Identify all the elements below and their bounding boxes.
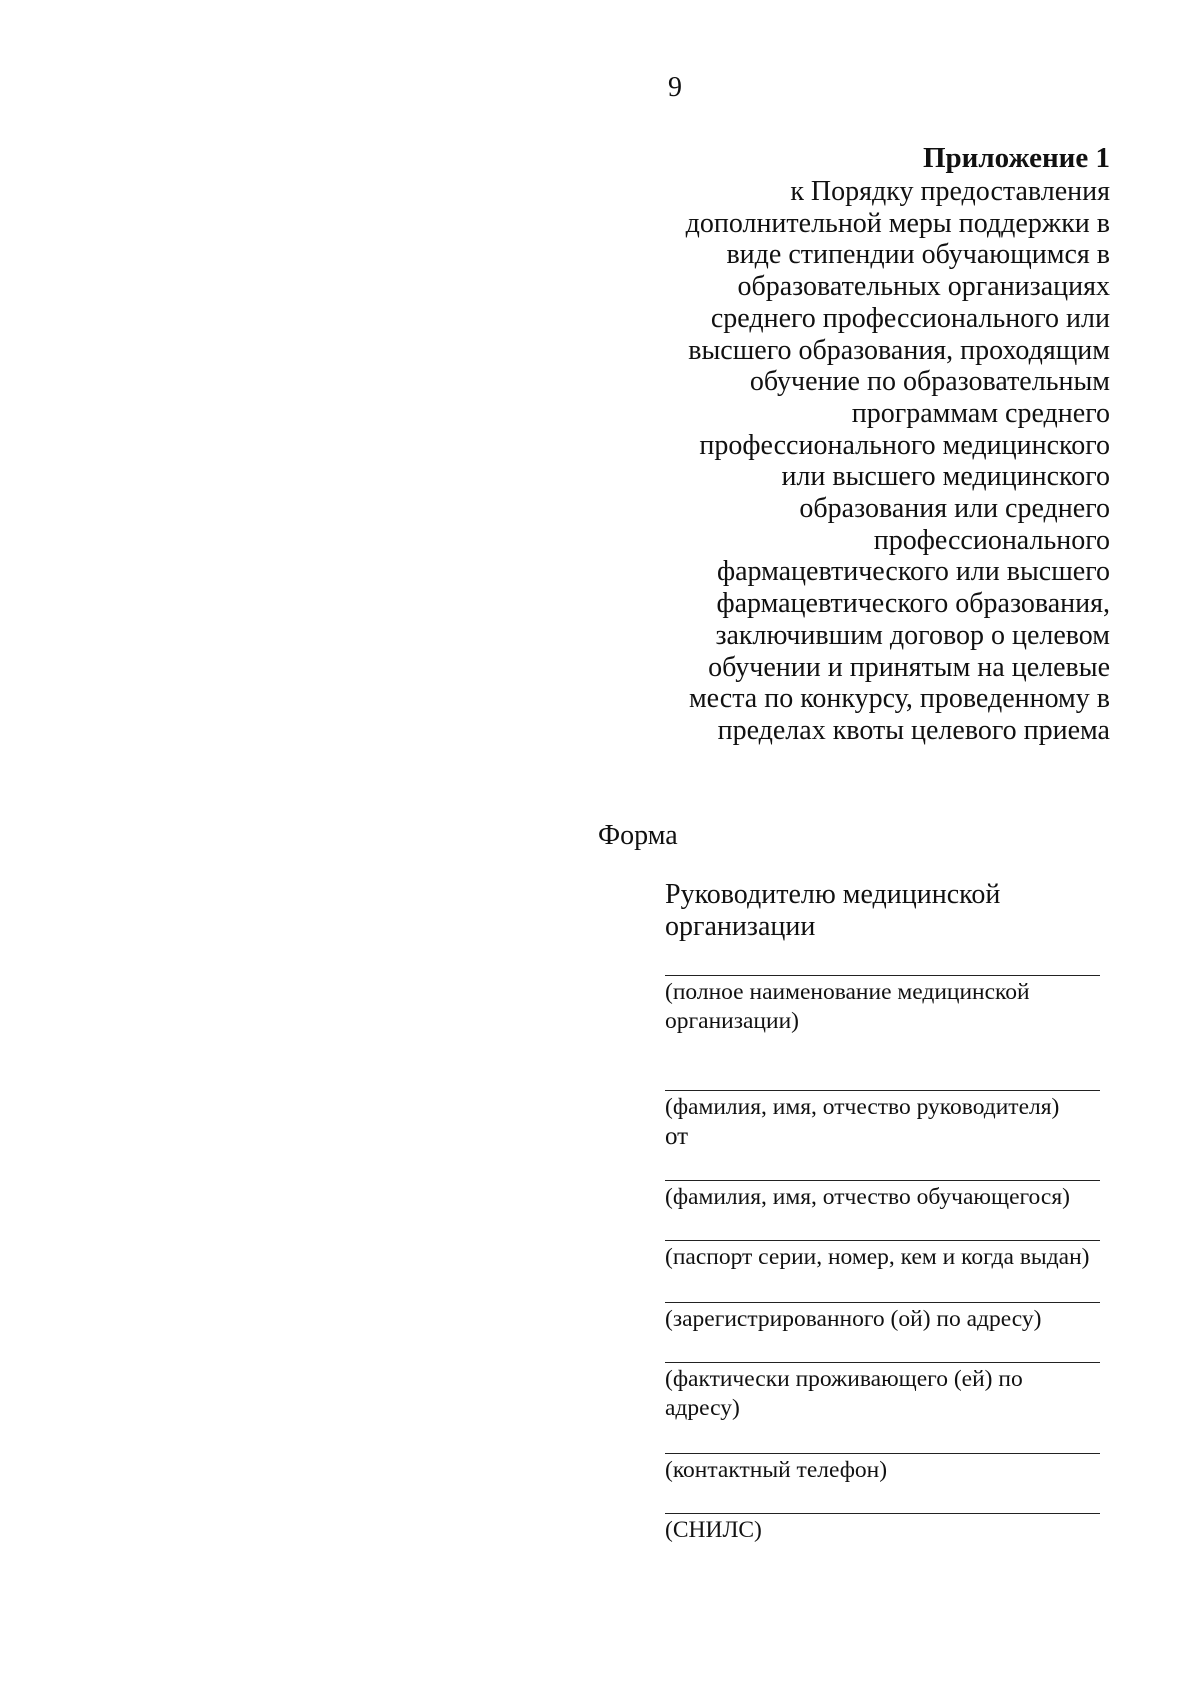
appendix-line: обучении и принятым на целевые [708,651,1110,683]
page-number: 9 [668,72,682,103]
appendix-line: места по конкурсу, проведенному в [688,683,1110,715]
form-label: Форма [598,820,678,851]
student-name-line[interactable] [665,1180,1100,1181]
appendix-line: образования или среднего [799,493,1110,525]
head-name-caption: (фамилия, имя, отчество руководителя) [665,1094,1060,1120]
snils-line[interactable] [665,1513,1100,1514]
appendix-line: высшего образования, проходящим [688,334,1110,366]
phone-line[interactable] [665,1453,1100,1454]
appendix-line: или высшего медицинского [781,461,1110,493]
snils-caption: (СНИЛС) [665,1517,762,1543]
appendix-line: программам среднего [851,397,1110,429]
appendix-header [600,141,1110,747]
appendix-line: пределах квоты целевого приема [717,714,1110,746]
appendix-line: фармацевтического образования, [716,588,1110,620]
organization-name-caption: (полное наименование медицинской организации) [665,979,1030,1034]
appendix-description [600,176,1110,747]
from-label: от [665,1123,689,1150]
actual-address-caption: (фактически проживающего (ей) по адресу) [665,1366,1023,1421]
phone-caption: (контактный телефон) [665,1457,888,1483]
organization-name-line[interactable] [665,975,1100,976]
actual-address-line[interactable] [665,1362,1100,1363]
registration-address-line[interactable] [665,1302,1100,1303]
registration-address-caption: (зарегистрированного (ой) по адресу) [665,1306,1042,1332]
head-name-line[interactable] [665,1090,1100,1091]
appendix-line: образовательных организациях [737,271,1110,303]
appendix-line: фармацевтического или высшего [716,556,1110,588]
passport-caption: (паспорт серии, номер, кем и когда выдан) [665,1244,1090,1270]
passport-line[interactable] [665,1240,1100,1241]
appendix-line: среднего профессионального или [710,302,1110,334]
appendix-line: к Порядку предоставления [790,176,1110,207]
appendix-line: профессионального медицинского [699,429,1110,461]
appendix-line: дополнительной меры поддержки в [685,207,1110,239]
appendix-title: Приложение 1 [923,142,1110,174]
appendix-line: заключившим договор о целевом [715,619,1110,651]
appendix-line: виде стипендии обучающимся в [726,239,1110,271]
addressee [665,879,1000,943]
addressee-line: организации [665,911,816,942]
appendix-line: профессионального [873,524,1110,556]
student-name-caption: (фамилия, имя, отчество обучающегося) [665,1184,1070,1210]
addressee-line: Руководителю медицинской [665,879,1001,910]
appendix-line: обучение по образовательным [749,366,1110,398]
